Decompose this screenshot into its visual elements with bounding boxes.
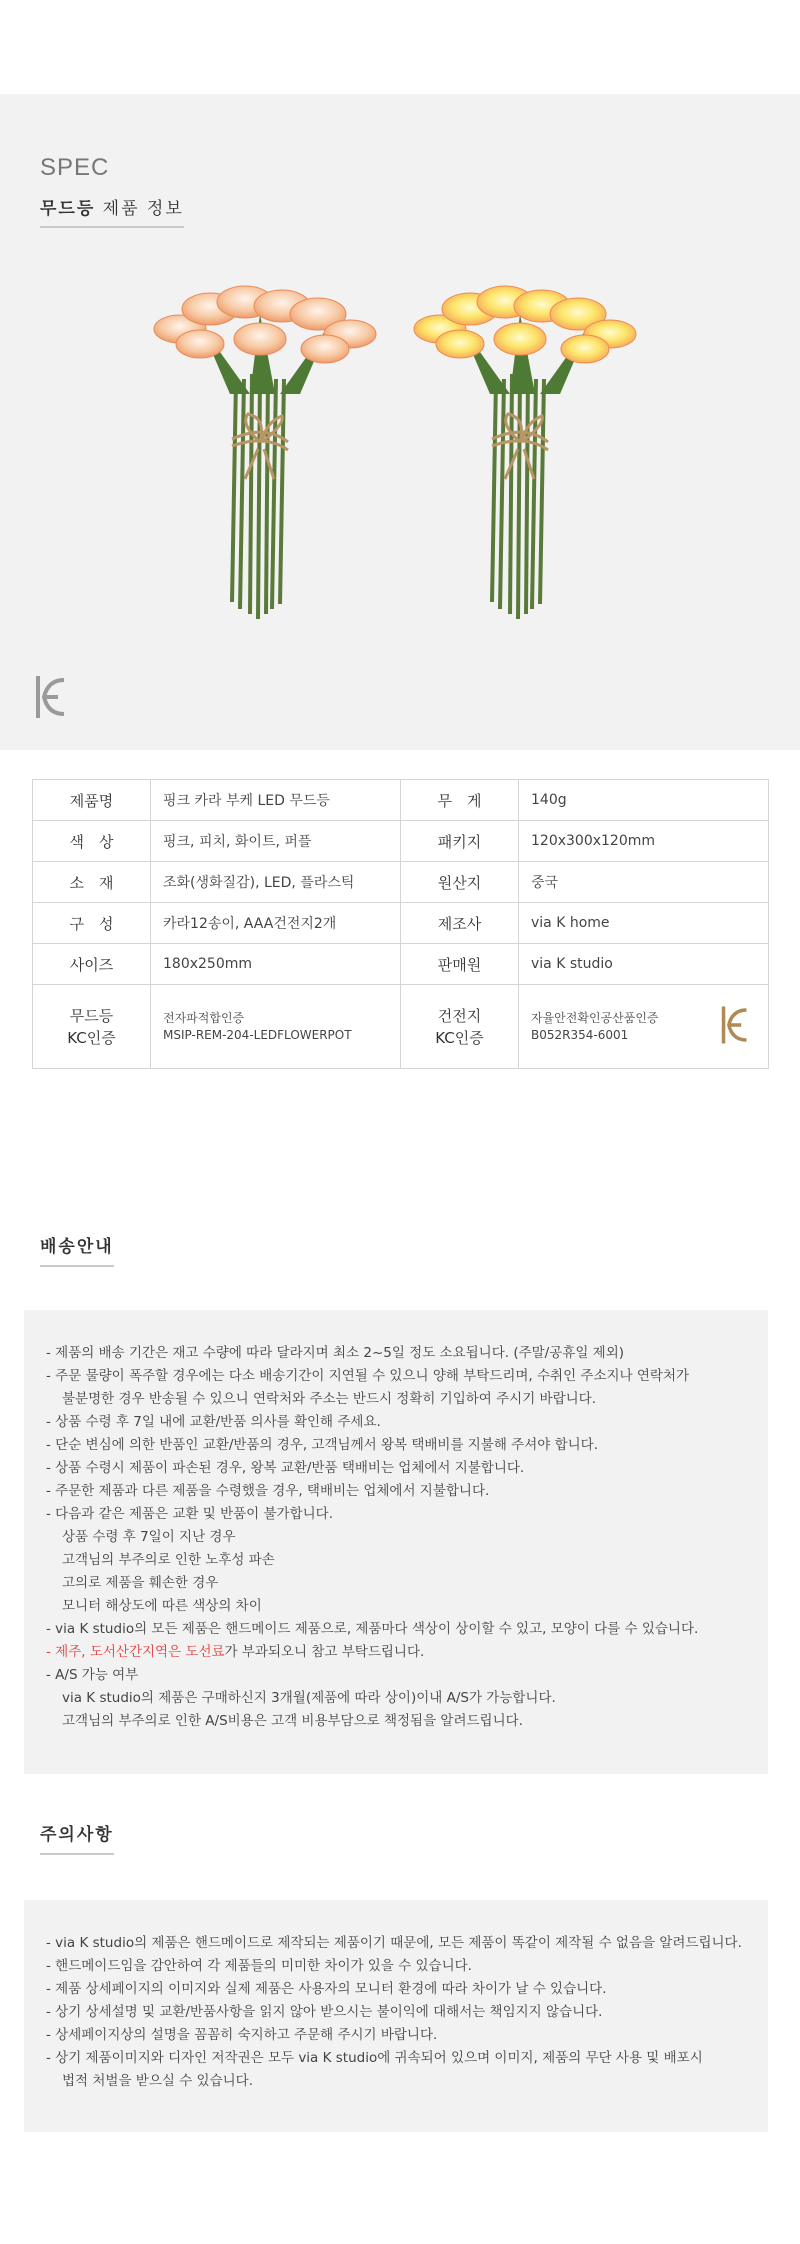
spec-value: 카라12송이, AAA건전지2개 bbox=[151, 903, 401, 944]
kc-mark-icon bbox=[720, 1003, 750, 1047]
list-item: via K studio의 제품은 구매하신지 3개월(제품에 따라 상이)이내 A/S가 가능합니다. bbox=[62, 1690, 556, 1706]
list-item: 고객님의 부주의로 인한 노후성 파손 bbox=[62, 1552, 275, 1568]
shipping-box bbox=[24, 1310, 768, 1774]
spec-value: 핑크, 피치, 화이트, 퍼플 bbox=[151, 821, 401, 862]
spec-value: 120x300x120mm bbox=[519, 821, 769, 862]
list-item-rest: 가 부과되오니 참고 부탁드립니다. bbox=[224, 1644, 425, 1660]
kc-key-line: KC인증 bbox=[67, 1028, 116, 1047]
kc-mark-icon bbox=[34, 674, 68, 720]
list-item: - 주문한 제품과 다른 제품을 수령했을 경우, 택배비는 업체에서 지불합니다. bbox=[46, 1483, 490, 1499]
highlight-text: - 제주, 도서산간지역은 도선료 bbox=[46, 1644, 225, 1660]
list-item: - 상기 상세설명 및 교환/반품사항을 읽지 않아 받으시는 불이익에 대해서는 책임지지 않습니다. bbox=[46, 2004, 603, 2020]
kc-key-line: KC인증 bbox=[435, 1028, 484, 1047]
spec-key-kc-battery bbox=[401, 985, 519, 1069]
kc-key-line: 건전지 bbox=[437, 1006, 482, 1025]
kc-value-line: B052R354-6001 bbox=[531, 1027, 629, 1042]
spec-title-ko-rest: 제품 정보 bbox=[95, 199, 184, 219]
spec-value: 조화(생화질감), LED, 플라스틱 bbox=[151, 862, 401, 903]
calla-bouquet-unlit bbox=[140, 284, 390, 624]
list-item bbox=[46, 1641, 768, 1664]
list-item-warning: 법적 처벌을 받으실 수 있습니다. bbox=[62, 2073, 253, 2089]
spec-title-ko-bold: 무드등 bbox=[40, 199, 96, 219]
spec-key: 소 재 bbox=[33, 862, 151, 903]
table-row bbox=[33, 862, 769, 903]
list-item: - via K studio의 모든 제품은 핸드메이드 제품으로, 제품마다 색상이 상이할 수 있고, 모양이 다를 수 있습니다. bbox=[46, 1621, 699, 1637]
kc-value-line: 자율안전확인공산품인증 bbox=[531, 1010, 659, 1025]
list-item: 모니터 해상도에 따른 색상의 차이 bbox=[62, 1598, 262, 1614]
caution-title: 주의사항 bbox=[40, 1820, 114, 1855]
list-item: - 제품의 배송 기간은 재고 수량에 따라 달라지며 최소 2~5일 정도 소요됩니다. (주말/공휴일 제외) bbox=[46, 1345, 624, 1361]
list-item: - via K studio의 제품은 핸드메이드로 제작되는 제품이기 때문에, 모든 제품이 똑같이 제작될 수 없음을 알려드립니다. bbox=[46, 1935, 742, 1951]
spec-value: via K home bbox=[519, 903, 769, 944]
list-item: 고객님의 부주의로 인한 A/S비용은 고객 비용부담으로 책정됨을 알려드립니다. bbox=[62, 1713, 523, 1729]
spec-title-ko bbox=[40, 194, 184, 228]
spec-key: 패키지 bbox=[401, 821, 519, 862]
list-item: 상품 수령 후 7일이 지난 경우 bbox=[62, 1529, 236, 1545]
spec-key: 색 상 bbox=[33, 821, 151, 862]
list-item: - 단순 변심에 의한 반품인 교환/반품의 경우, 고객님께서 왕복 택배비를 지불해 주셔야 합니다. bbox=[46, 1437, 599, 1453]
spec-value: 180x250mm bbox=[151, 944, 401, 985]
table-row-kc bbox=[33, 985, 769, 1069]
spec-key: 원산지 bbox=[401, 862, 519, 903]
table-row bbox=[33, 821, 769, 862]
list-item: - 상세페이지상의 설명을 꼼꼼히 숙지하고 주문해 주시기 바랍니다. bbox=[46, 2027, 438, 2043]
shipping-title: 배송안내 bbox=[40, 1232, 114, 1267]
spec-key: 무 게 bbox=[401, 780, 519, 821]
spec-key: 사이즈 bbox=[33, 944, 151, 985]
list-item: - 상품 수령시 제품이 파손된 경우, 왕복 교환/반품 택배비는 업체에서 지불합니다. bbox=[46, 1460, 525, 1476]
calla-bouquet-lit bbox=[400, 284, 650, 624]
list-item: - 주문 물량이 폭주할 경우에는 다소 배송기간이 지연될 수 있으니 양해 부탁드리며, 수취인 주소지나 연락처가 bbox=[46, 1368, 690, 1384]
list-item: - 상품 수령 후 7일 내에 교환/반품 의사를 확인해 주세요. bbox=[46, 1414, 381, 1430]
spec-key: 구 성 bbox=[33, 903, 151, 944]
table-row bbox=[33, 944, 769, 985]
list-item: - 제품 상세페이지의 이미지와 실제 제품은 사용자의 모니터 환경에 따라 차이가 날 수 있습니다. bbox=[46, 1981, 607, 1997]
list-item: 고의로 제품을 훼손한 경우 bbox=[62, 1575, 219, 1591]
list-item: - 다음과 같은 제품은 교환 및 반품이 불가합니다. bbox=[46, 1506, 333, 1522]
spec-key: 제품명 bbox=[33, 780, 151, 821]
spec-value: 중국 bbox=[519, 862, 769, 903]
spec-hero bbox=[0, 94, 800, 750]
caution-list bbox=[46, 1932, 768, 2093]
list-item: - A/S 가능 여부 bbox=[46, 1667, 139, 1683]
table-row bbox=[33, 903, 769, 944]
kc-value-line: MSIP-REM-204-LEDFLOWERPOT bbox=[163, 1027, 352, 1042]
kc-key-line: 무드등 bbox=[69, 1006, 114, 1025]
spec-key: 판매원 bbox=[401, 944, 519, 985]
spec-table bbox=[32, 779, 769, 1069]
spec-value: via K studio bbox=[519, 944, 769, 985]
shipping-list bbox=[46, 1342, 768, 1733]
list-item-warning: - 상기 제품이미지와 디자인 저작권은 모두 via K studio에 귀속되어 있으며 이미지, 제품의 무단 사용 및 배포시 bbox=[46, 2050, 703, 2066]
spec-key: 제조사 bbox=[401, 903, 519, 944]
list-item: 불분명한 경우 반송될 수 있으니 연락처와 주소는 반드시 정확히 기입하여 주시기 바랍니다. bbox=[62, 1391, 597, 1407]
table-row bbox=[33, 780, 769, 821]
spec-value-kc-mood bbox=[151, 985, 401, 1069]
spec-title-en: SPEC bbox=[40, 154, 110, 181]
spec-value-kc-battery bbox=[519, 985, 769, 1069]
caution-box bbox=[24, 1900, 768, 2132]
spec-value: 핑크 카라 부케 LED 무드등 bbox=[151, 780, 401, 821]
kc-value-line: 전자파적합인증 bbox=[163, 1010, 245, 1025]
spec-value: 140g bbox=[519, 780, 769, 821]
spec-key-kc-mood bbox=[33, 985, 151, 1069]
list-item: - 핸드메이드임을 감안하여 각 제품들의 미미한 차이가 있을 수 있습니다. bbox=[46, 1958, 472, 1974]
